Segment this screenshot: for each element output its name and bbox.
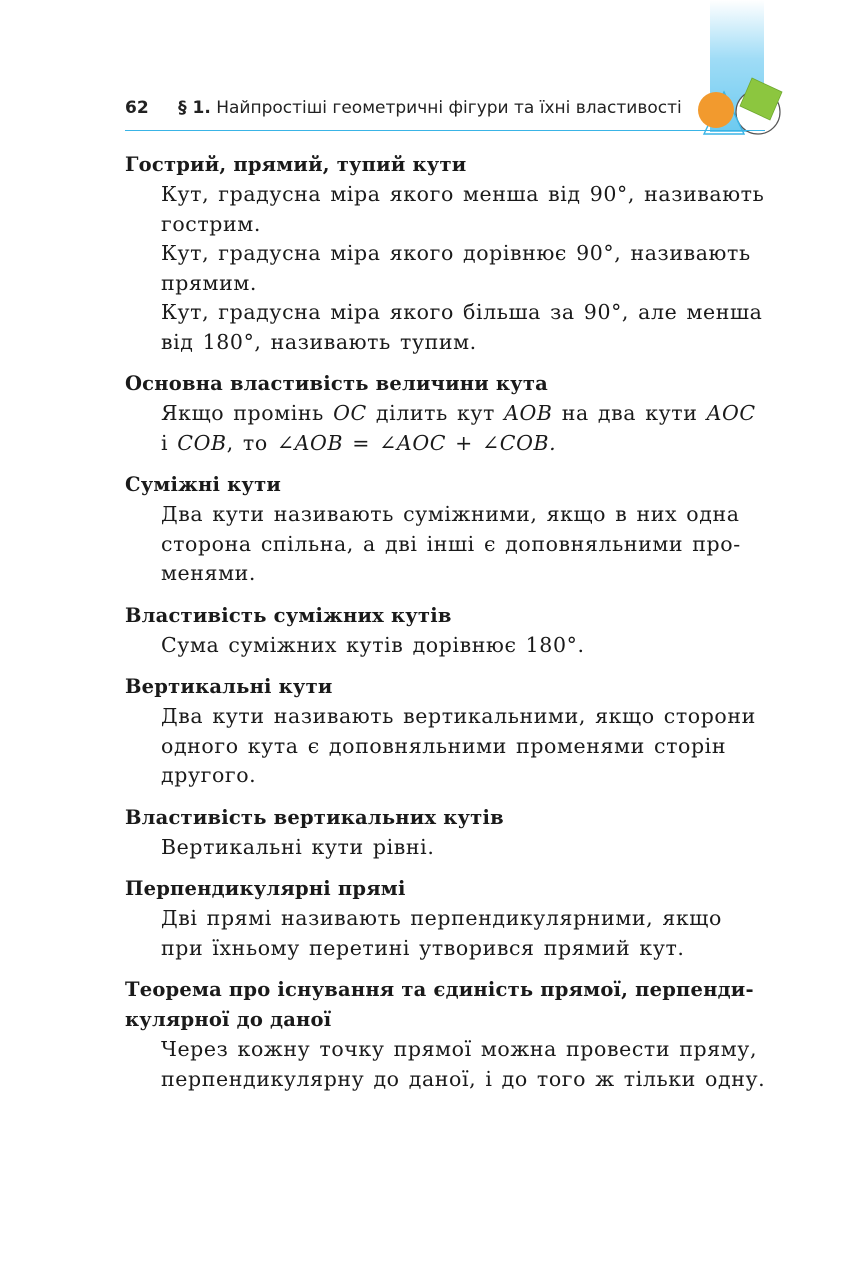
section-title: Перпендикулярні прямі	[125, 877, 406, 900]
title-line: Теорема про існування та єдиність прямої, перпенди-	[125, 978, 754, 1001]
section-adjacent-angles-property	[125, 601, 777, 661]
text-line: Кут, градусна міра якого більша за 90°, але менша	[161, 300, 763, 324]
page-content	[125, 150, 777, 1106]
section-title: Вертикальні кути	[125, 675, 333, 698]
angle-sum-formula: ∠AOB = ∠AOC + ∠COB.	[276, 430, 557, 455]
section-title: Властивість суміжних кутів	[125, 603, 452, 627]
section-adjacent-angles	[125, 470, 777, 589]
section-title: Основна властивість величини кута	[125, 372, 548, 395]
section-perpendicular-lines	[125, 874, 777, 963]
text-line: Дві прямі називають перпендикулярними, якщо	[161, 906, 722, 930]
text-line: Через кожну точку прямої можна провести пряму,	[161, 1037, 758, 1061]
text-line: менями.	[161, 561, 256, 585]
text-line: при їхньому перетині утворився прямий кут.	[161, 935, 685, 960]
section-text	[161, 904, 777, 963]
text-line	[161, 399, 777, 429]
section-text	[161, 399, 777, 458]
section-title: Гострий, прямий, тупий кути	[125, 153, 467, 176]
text-fragment: на два кути	[552, 401, 707, 425]
title-line: кулярної до даної	[125, 1008, 332, 1031]
text-line: другого.	[161, 763, 257, 787]
page-header	[125, 98, 725, 128]
section-vertical-angles	[125, 672, 777, 791]
section-text	[161, 1035, 777, 1094]
text-fragment: і	[161, 430, 178, 455]
section-title: Властивість вертикальних кутів	[125, 805, 504, 829]
text-line: одного кута є доповняльними променями сторін	[161, 733, 727, 758]
text-line: гострим.	[161, 211, 261, 236]
section-text	[161, 702, 777, 791]
text-line: Кут, градусна міра якого дорівнює 90°, називають	[161, 241, 751, 265]
text-line: прямим.	[161, 270, 257, 295]
section-angle-types	[125, 150, 777, 357]
math-angle-cob: COB	[177, 430, 227, 455]
text-fragment: Якщо промінь	[161, 401, 334, 425]
running-title: Найпростіші геометричні фігури та їхні властивості	[216, 98, 682, 118]
text-line: Два кути називають суміжними, якщо в них одна	[161, 502, 740, 526]
section-angle-measure-property	[125, 369, 777, 458]
math-angle-aoc: AOC	[706, 401, 756, 425]
text-line: Два кути називають вертикальними, якщо сторони	[161, 704, 756, 728]
text-line: Кут, градусна міра якого менша від 90°, називають	[161, 182, 765, 206]
section-title	[125, 975, 777, 1035]
text-line: Вертикальні кути рівні.	[161, 834, 435, 859]
text-line: перпендикулярну до даної, і до того ж тільки одну.	[161, 1066, 766, 1091]
text-line	[161, 429, 777, 459]
text-line: від 180°, називають тупим.	[161, 329, 477, 354]
text-line: сторона спільна, а дві інші є доповняльними про-	[161, 531, 741, 556]
section-text	[161, 631, 777, 661]
text-line: Сума суміжних кутів дорівнює 180°.	[161, 632, 585, 657]
text-fragment: , то	[226, 430, 277, 455]
section-text	[161, 500, 777, 589]
section-mark: § 1.	[178, 98, 211, 118]
section-perpendicular-theorem	[125, 975, 777, 1094]
page-number: 62	[125, 98, 149, 118]
section-title: Суміжні кути	[125, 473, 282, 496]
section-text	[161, 833, 777, 863]
section-vertical-angles-property	[125, 803, 777, 863]
section-text	[161, 180, 777, 357]
math-ray-oc: OC	[333, 401, 367, 425]
math-angle-aob: AOB	[504, 401, 553, 425]
text-fragment: ділить кут	[366, 401, 505, 425]
header-rule	[125, 130, 765, 131]
